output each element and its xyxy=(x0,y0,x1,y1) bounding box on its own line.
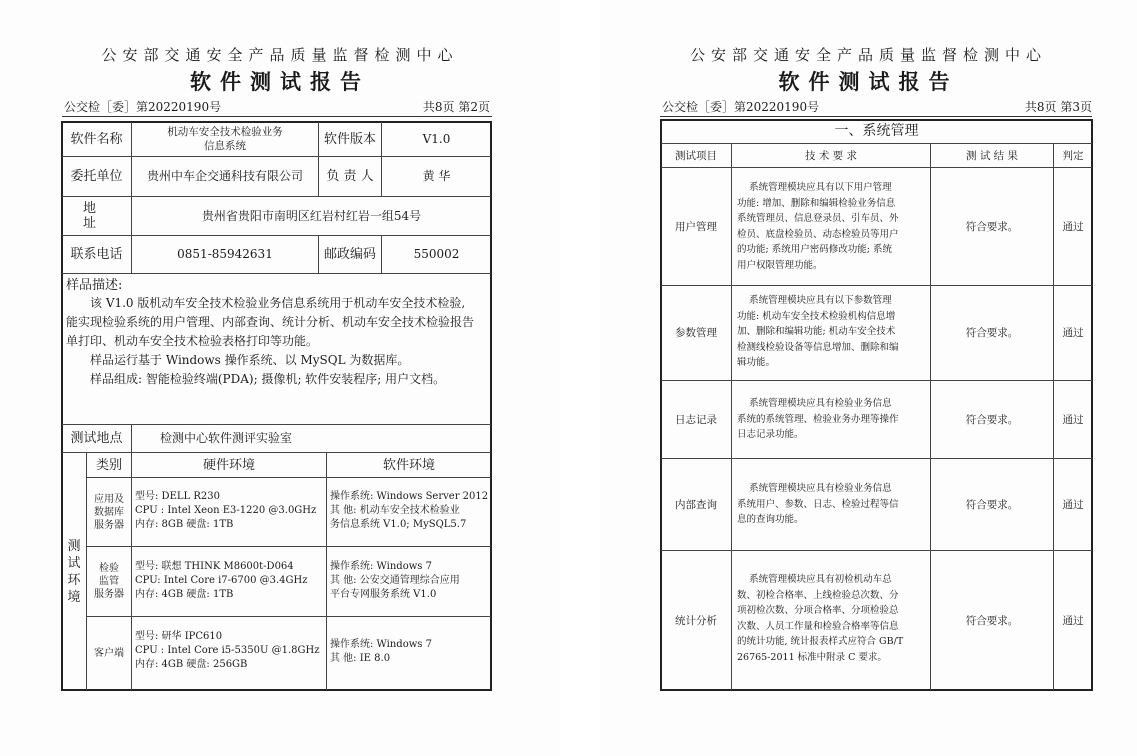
env-line: 操作系统: Windows 7 xyxy=(330,639,432,650)
desc-line: 能实现检验系统的用户管理、内部查询、统计分析、机动车安全技术检验报告 xyxy=(66,315,475,329)
sample-desc xyxy=(66,294,490,389)
env-header-software: 软件环境 xyxy=(382,457,435,473)
page-number: 共8页 第2页 xyxy=(422,100,490,114)
req-line: 功能: 机动车安全技术检验机构信息增 xyxy=(737,310,896,322)
verdict-stats: 通过 xyxy=(1062,614,1084,627)
org-name: 公安部交通安全产品质量监督检测中心 xyxy=(689,46,1047,64)
result-query: 符合要求。 xyxy=(965,498,1019,511)
desc-line: 样品组成: 智能检验终端(PDA); 摄像机; 软件安装程序; 用户文档。 xyxy=(90,372,446,386)
env-line: 内存: 8GB 硬盘: 1TB xyxy=(135,519,234,530)
req-line: 项初检次数、分项合格率、分项检验总 xyxy=(737,605,899,616)
version-value: V1.0 xyxy=(422,131,451,146)
header-test-result: 测 试 结 果 xyxy=(965,149,1018,162)
phone-value: 0851-85942631 xyxy=(177,247,273,261)
env-header-type: 类别 xyxy=(95,457,122,473)
sample-desc-title: 样品描述: xyxy=(66,278,123,293)
env-type-line: 服务器 xyxy=(94,519,124,531)
env-type-line: 客户端 xyxy=(94,648,124,659)
env-software-inspection-server xyxy=(330,560,460,602)
item-user-mgmt: 用户管理 xyxy=(675,220,717,233)
req-line: 辑功能。 xyxy=(737,357,776,368)
rule xyxy=(731,143,732,690)
env-line: 型号: 研华 IPC610 xyxy=(135,631,223,642)
env-type-line: 服务器 xyxy=(94,589,124,600)
env-hardware-client xyxy=(135,630,320,672)
verdict-log: 通过 xyxy=(1062,413,1084,426)
env-type-inspection-server xyxy=(87,547,131,616)
req-param-mgmt xyxy=(737,293,899,371)
item-log: 日志记录 xyxy=(675,413,717,426)
rule xyxy=(86,546,491,547)
env-line: 其 他: IE 8.0 xyxy=(330,653,391,664)
result-param-mgmt: 符合要求。 xyxy=(965,327,1019,339)
req-line: 息的查询功能。 xyxy=(737,514,804,525)
req-line: 日志记录功能。 xyxy=(737,429,804,440)
phone-label: 联系电话 xyxy=(70,247,123,262)
req-line: 系统的系统管理、检验业务办理等操作 xyxy=(737,413,899,425)
page-number: 共8页 第3页 xyxy=(1024,100,1092,114)
result-stats: 符合要求。 xyxy=(965,614,1019,627)
verdict-param-mgmt: 通过 xyxy=(1062,327,1084,339)
env-hardware-app-server xyxy=(135,490,316,532)
desc-line: 单打印、机动车安全技术检验表格打印等功能。 xyxy=(66,334,319,348)
env-line: 其 他: 机动车安全技术检验业 xyxy=(330,505,460,516)
result-log: 符合要求。 xyxy=(965,413,1019,426)
test-site-label: 测试地点 xyxy=(70,431,123,446)
rule xyxy=(326,452,327,690)
env-label-char: 测 xyxy=(67,538,81,554)
client-value: 贵州中车企交通科技有限公司 xyxy=(146,169,303,183)
req-line: 系统管理模块应具有检验业务信息 xyxy=(737,483,892,494)
req-line: 26765-2011 标准中附录 C 要求。 xyxy=(737,651,887,663)
req-line: 次数、人员工作量和检验合格率等信息 xyxy=(737,620,899,632)
env-label-char: 试 xyxy=(67,555,81,571)
env-line: 务信息系统 V1.0; MySQL5.7 xyxy=(330,519,467,530)
report-ref: 公交检［委］第20220190号 xyxy=(64,100,222,114)
env-software-app-server xyxy=(330,490,488,532)
req-line: 系统管理模块应具有以下参数管理 xyxy=(737,295,892,306)
env-software-client xyxy=(330,638,432,666)
report-page-2 xyxy=(0,0,560,756)
env-line: CPU: Intel Core i7-6700 @3.4GHz xyxy=(135,575,308,586)
rule xyxy=(86,616,491,617)
env-line: 平台专网服务系统 V1.0 xyxy=(330,589,437,600)
req-query xyxy=(737,481,899,528)
req-log xyxy=(737,396,899,443)
address-value: 贵州省贵阳市南明区红岩村红岩一组54号 xyxy=(201,208,422,223)
rule xyxy=(131,452,132,690)
section-title: 一、系统管理 xyxy=(834,123,919,139)
item-query: 内部查询 xyxy=(675,498,717,511)
client-label: 委托单位 xyxy=(70,169,123,184)
req-line: 数、初检合格率、上线检验总次数、分 xyxy=(737,589,899,601)
contact-value: 黄 华 xyxy=(422,169,451,183)
postal-value: 550002 xyxy=(413,247,460,261)
header-tech-req: 技 术 要 求 xyxy=(804,149,857,162)
req-line: 系统用户、参数、日志、检验过程等信 xyxy=(737,498,899,510)
item-stats: 统计分析 xyxy=(675,614,717,627)
env-type-line: 应用及 xyxy=(94,493,124,505)
env-line: 型号: DELL R230 xyxy=(135,491,220,502)
env-line: 内存: 4GB 硬盘: 256GB xyxy=(135,659,248,670)
req-line: 功能: 增加、删除和编辑检验业务信息 xyxy=(737,197,896,209)
desc-line: 该 V1.0 版机动车安全技术检验业务信息系统用于机动车安全技术检验, xyxy=(90,296,466,310)
req-line: 的统计功能, 统计报表样式应符合 GB/T xyxy=(737,636,904,647)
req-line: 检测线检验设备等信息增加、删除和编 xyxy=(737,341,899,353)
header-rule xyxy=(660,116,1092,117)
version-label: 软件版本 xyxy=(323,131,376,147)
test-env-label xyxy=(62,453,86,690)
env-type-line: 检验 xyxy=(99,563,119,574)
req-line: 系统管理员、信息登录员、引车员、外 xyxy=(737,213,899,224)
req-line: 用户权限管理功能。 xyxy=(737,259,823,271)
env-line: CPU : Intel Core i5-5350U @1.8GHz xyxy=(135,645,320,656)
header-verdict: 判定 xyxy=(1062,149,1084,162)
header-rule xyxy=(62,116,492,117)
env-line: 内存: 4GB 硬盘: 1TB xyxy=(135,589,234,600)
report-title: 软件测试报告 xyxy=(778,69,959,94)
req-line: 系统管理模块应具有初检机动车总 xyxy=(737,574,892,585)
req-user-mgmt xyxy=(737,180,899,273)
env-hardware-inspection-server xyxy=(135,560,308,602)
req-line: 加、删除和编辑功能; 机动车安全技术 xyxy=(737,326,896,337)
env-type-app-server xyxy=(87,478,131,546)
postal-label: 邮政编码 xyxy=(323,247,376,262)
env-line: 操作系统: Windows 7 xyxy=(330,561,432,572)
report-title: 软件测试报告 xyxy=(190,69,370,94)
report-ref: 公交检［委］第20220190号 xyxy=(662,100,820,114)
header-test-item: 测试项目 xyxy=(675,149,717,162)
desc-line: 样品运行基于 Windows 操作系统、以 MySQL 为数据库。 xyxy=(90,353,410,367)
req-line: 系统管理模块应具有以下用户管理 xyxy=(737,182,892,193)
test-site-value: 检测中心软件测评实验室 xyxy=(160,431,293,445)
org-name: 公安部交通安全产品质量监督检测中心 xyxy=(101,46,459,64)
software-name-line: 机动车安全技术检验业务 xyxy=(167,126,283,138)
env-label-char: 境 xyxy=(67,589,81,605)
req-stats xyxy=(737,572,903,665)
rule xyxy=(62,273,491,274)
verdict-user-mgmt: 通过 xyxy=(1062,220,1084,233)
env-header-hardware: 硬件环境 xyxy=(202,457,255,473)
contact-label: 负 责 人 xyxy=(326,169,374,184)
env-line: 其 他: 公安交通管理综合应用 xyxy=(330,575,460,586)
rule xyxy=(86,477,491,478)
req-line: 的功能; 系统用户密码修改功能; 系统 xyxy=(737,244,892,255)
env-line: 型号: 联想 THINK M8600t-D064 xyxy=(135,561,294,572)
report-page-3 xyxy=(600,0,1137,756)
result-user-mgmt: 符合要求。 xyxy=(965,220,1019,233)
env-line: CPU : Intel Xeon E3-1220 @3.0GHz xyxy=(135,505,317,516)
env-line: 操作系统: Windows Server 2012 xyxy=(330,491,489,502)
software-name-value xyxy=(132,122,318,156)
item-param-mgmt: 参数管理 xyxy=(675,327,717,339)
env-type-line: 监管 xyxy=(99,576,119,587)
software-name-line: 信息系统 xyxy=(204,140,246,152)
env-label-char: 环 xyxy=(67,572,81,588)
address-label: 地 址 xyxy=(82,201,110,231)
req-line: 系统管理模块应具有检验业务信息 xyxy=(737,398,892,409)
env-type-line: 数据库 xyxy=(94,506,124,518)
env-type-client xyxy=(87,617,131,690)
software-name-label: 软件名称 xyxy=(70,131,123,147)
verdict-query: 通过 xyxy=(1062,498,1084,511)
req-line: 检员、底盘检验员、动态检验员等用户 xyxy=(737,228,899,240)
